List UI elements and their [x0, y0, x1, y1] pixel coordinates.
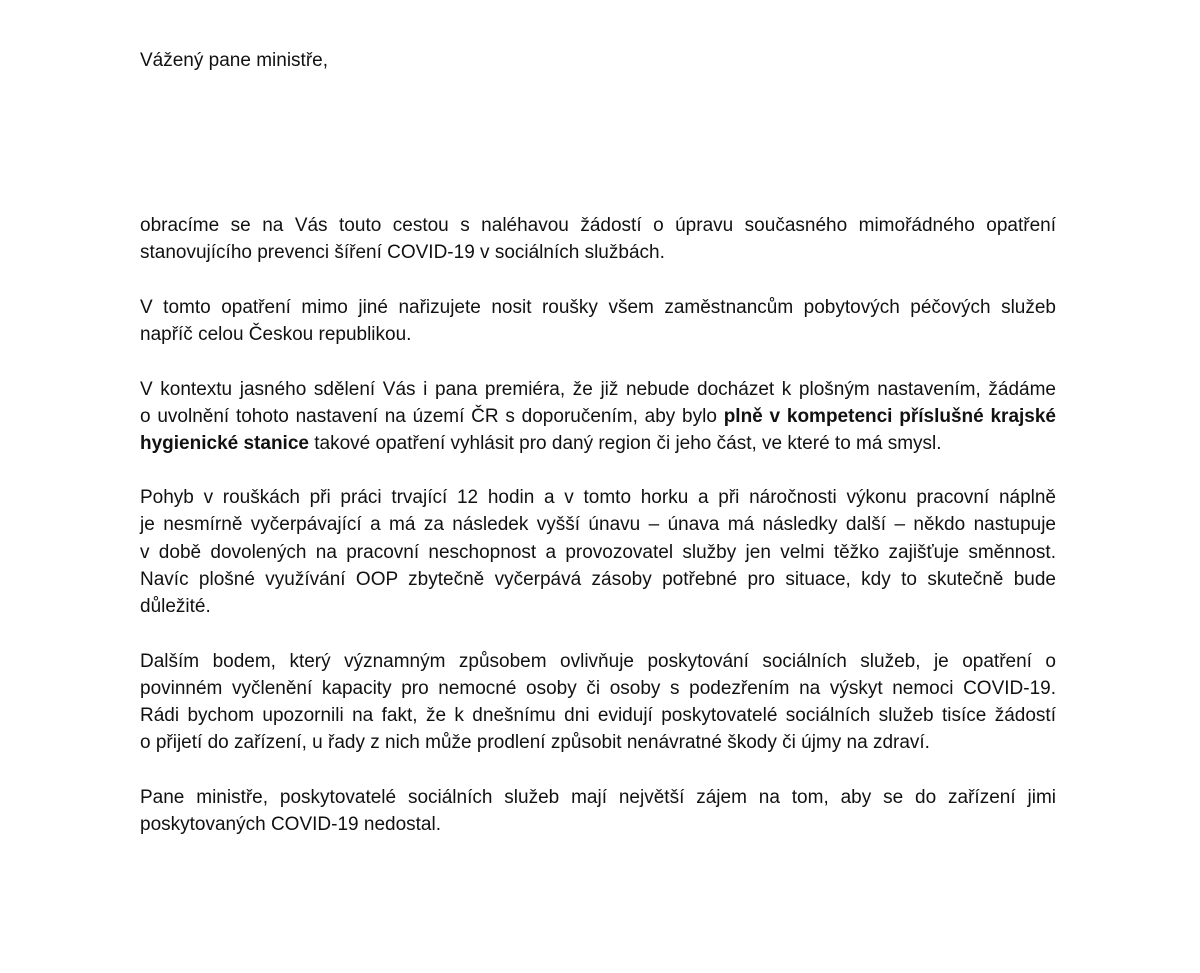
paragraph-line: v době dovolených na pracovní neschopnost a provozovatel služby jen velmi těžko zajišťuje směnnost. — [140, 542, 1056, 563]
paragraph-text: takové opatření vyhlásit pro daný region či jeho část, ve které to má smysl. — [308, 433, 942, 454]
paragraph-line: důležité. — [140, 596, 211, 617]
paragraph-line: Navíc plošné využívání OOP zbytečně vyčerpává zásoby potřebné pro situace, kdy to skutečně bude — [140, 569, 1056, 590]
paragraph-line — [140, 404, 1056, 430]
paragraph-text: o uvolnění tohoto nastavení na území ČR s doporučením, aby bylo — [140, 406, 724, 427]
paragraph-line: stanovujícího prevenci šíření COVID-19 v sociálních službách. — [140, 242, 665, 263]
paragraph-line: je nesmírně vyčerpávající a má za následek vyšší únavu – únava má následky další – někdo nastupuje — [140, 514, 1056, 535]
paragraph-line: Pane ministře, poskytovatelé sociálních služeb mají největší zájem na tom, aby se do zařízení jimi — [140, 787, 1056, 808]
paragraph-line: Rádi bychom upozornili na fakt, že k dnešnímu dni evidují poskytovatelé sociálních služeb tisíce žádostí — [140, 705, 1056, 726]
paragraph-line: V kontextu jasného sdělení Vás i pana premiéra, že již nebude docházet k plošným nastavením, žádáme — [140, 379, 1056, 400]
paragraph-line: Dalším bodem, který významným způsobem ovlivňuje poskytování sociálních služeb, je opatření o — [140, 651, 1056, 672]
paragraph-line: V tomto opatření mimo jiné nařizujete nosit roušky všem zaměstnancům pobytových péčových služeb — [140, 297, 1056, 318]
salutation: Vážený pane ministře, — [140, 50, 328, 71]
paragraph-line: povinném vyčlenění kapacity pro nemocné osoby či osoby s podezřením na výskyt nemoci COVID-19. — [140, 678, 1056, 699]
paragraph-line — [140, 431, 1056, 457]
paragraph-line: poskytovaných COVID-19 nedostal. — [140, 814, 441, 835]
emphasis-text: plně v kompetenci příslušné krajské — [723, 406, 1056, 427]
paragraph-line: napříč celou Českou republikou. — [140, 324, 412, 345]
paragraph-line: obracíme se na Vás touto cestou s naléhavou žádostí o úpravu současného mimořádného opatření — [140, 215, 1056, 236]
paragraph-line: Pohyb v rouškách při práci trvající 12 hodin a v tomto horku a při náročnosti výkonu pracovní náplně — [140, 487, 1056, 508]
paragraph-line: o přijetí do zařízení, u řady z nich může prodlení způsobit nenávratné škody či újmy na zdraví. — [140, 732, 930, 753]
emphasis-text: hygienické stanice — [140, 433, 309, 454]
